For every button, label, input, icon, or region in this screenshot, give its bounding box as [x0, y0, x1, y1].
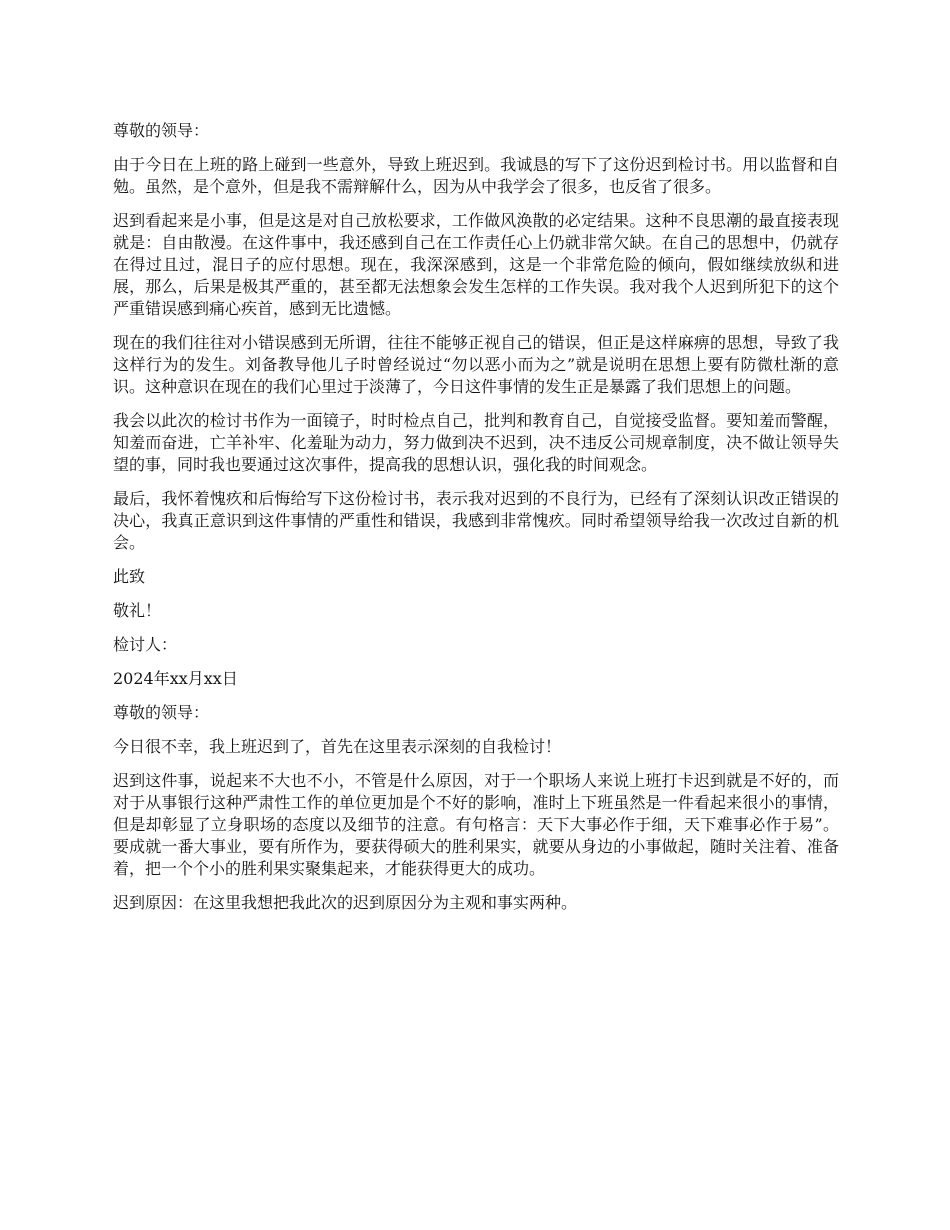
signature-label: 检讨人：	[113, 635, 178, 654]
body-paragraph: 由于今日在上班的路上碰到一些意外，导致上班迟到。我诚恳的写下了这份迟到检讨书。用以监督和自勉。虽然，是个意外，但是我不需辩解什么，因为从中我学会了很多，也反省了很多。	[113, 155, 839, 196]
closing-line: 此致	[113, 567, 146, 586]
document-page	[113, 120, 839, 926]
body-paragraph: 迟到看起来是小事，但是这是对自己放松要求，工作做风涣散的必定结果。这种不良思潮的最直接表现就是：自由散漫。在这件事中，我还感到自己在工作责任心上仍就非常欠缺。在自己的思想中，仍就存在得过且过，混日子的应付思想。现在，我深深感到，这是一个非常危险的倾向，假如继续放纵和进展，那么，后果是极其严重的，甚至都无法想象会发生怎样的工作失误。我对我个人迟到所犯下的这个严重错误感到痛心疾首，感到无比遗憾。	[113, 211, 839, 318]
body-paragraph: 最后，我怀着愧疚和后悔给写下这份检讨书，表示我对迟到的不良行为，已经有了深刻认识改正错误的决心，我真正意识到这件事情的严重性和错误，我感到非常愧疚。同时希望领导给我一次改过自新的机会。	[113, 489, 839, 552]
body-paragraph: 迟到原因：在这里我想把我此次的迟到原因分为主观和事实两种。	[113, 893, 578, 912]
date-line: 2024年xx月xx日	[113, 669, 238, 688]
salutation: 尊敬的领导：	[113, 703, 210, 722]
body-paragraph: 今日很不幸，我上班迟到了，首先在这里表示深刻的自我检讨！	[113, 737, 562, 756]
closing-salute: 敬礼！	[113, 601, 162, 620]
body-paragraph: 我会以此次的检讨书作为一面镜子，时时检点自己，批判和教育自己，自觉接受监督。要知羞而警醒，知羞而奋进，亡羊补牢、化羞耻为动力，努力做到决不迟到，决不违反公司规章制度，决不做让领导失望的事，同时我也要通过这次事件，提高我的思想认识，强化我的时间观念。	[113, 411, 839, 474]
salutation: 尊敬的领导：	[113, 121, 210, 140]
body-paragraph: 现在的我们往往对小错误感到无所谓，往往不能够正视自己的错误，但正是这样麻痹的思想，导致了我这样行为的发生。刘备教导他儿子时曾经说过“勿以恶小而为之”就是说明在思想上要有防微杜渐的意识。这种意识在现在的我们心里过于淡薄了，今日这件事情的发生正是暴露了我们思想上的问题。	[113, 333, 839, 396]
body-paragraph: 迟到这件事，说起来不大也不小，不管是什么原因，对于一个职场人来说上班打卡迟到就是不好的，而对于从事银行这种严肃性工作的单位更加是个不好的影响，准时上下班虽然是一件看起来很小的事情，但是却彰显了立身职场的态度以及细节的注意。有句格言：天下大事必作于细，天下难事必作于易”。要成就一番大事业，要有所作为，要获得硕大的胜利果实，就要从身边的小事做起，随时关注着、准备着，把一个个小的胜利果实聚集起来，才能获得更大的成功。	[113, 771, 839, 878]
